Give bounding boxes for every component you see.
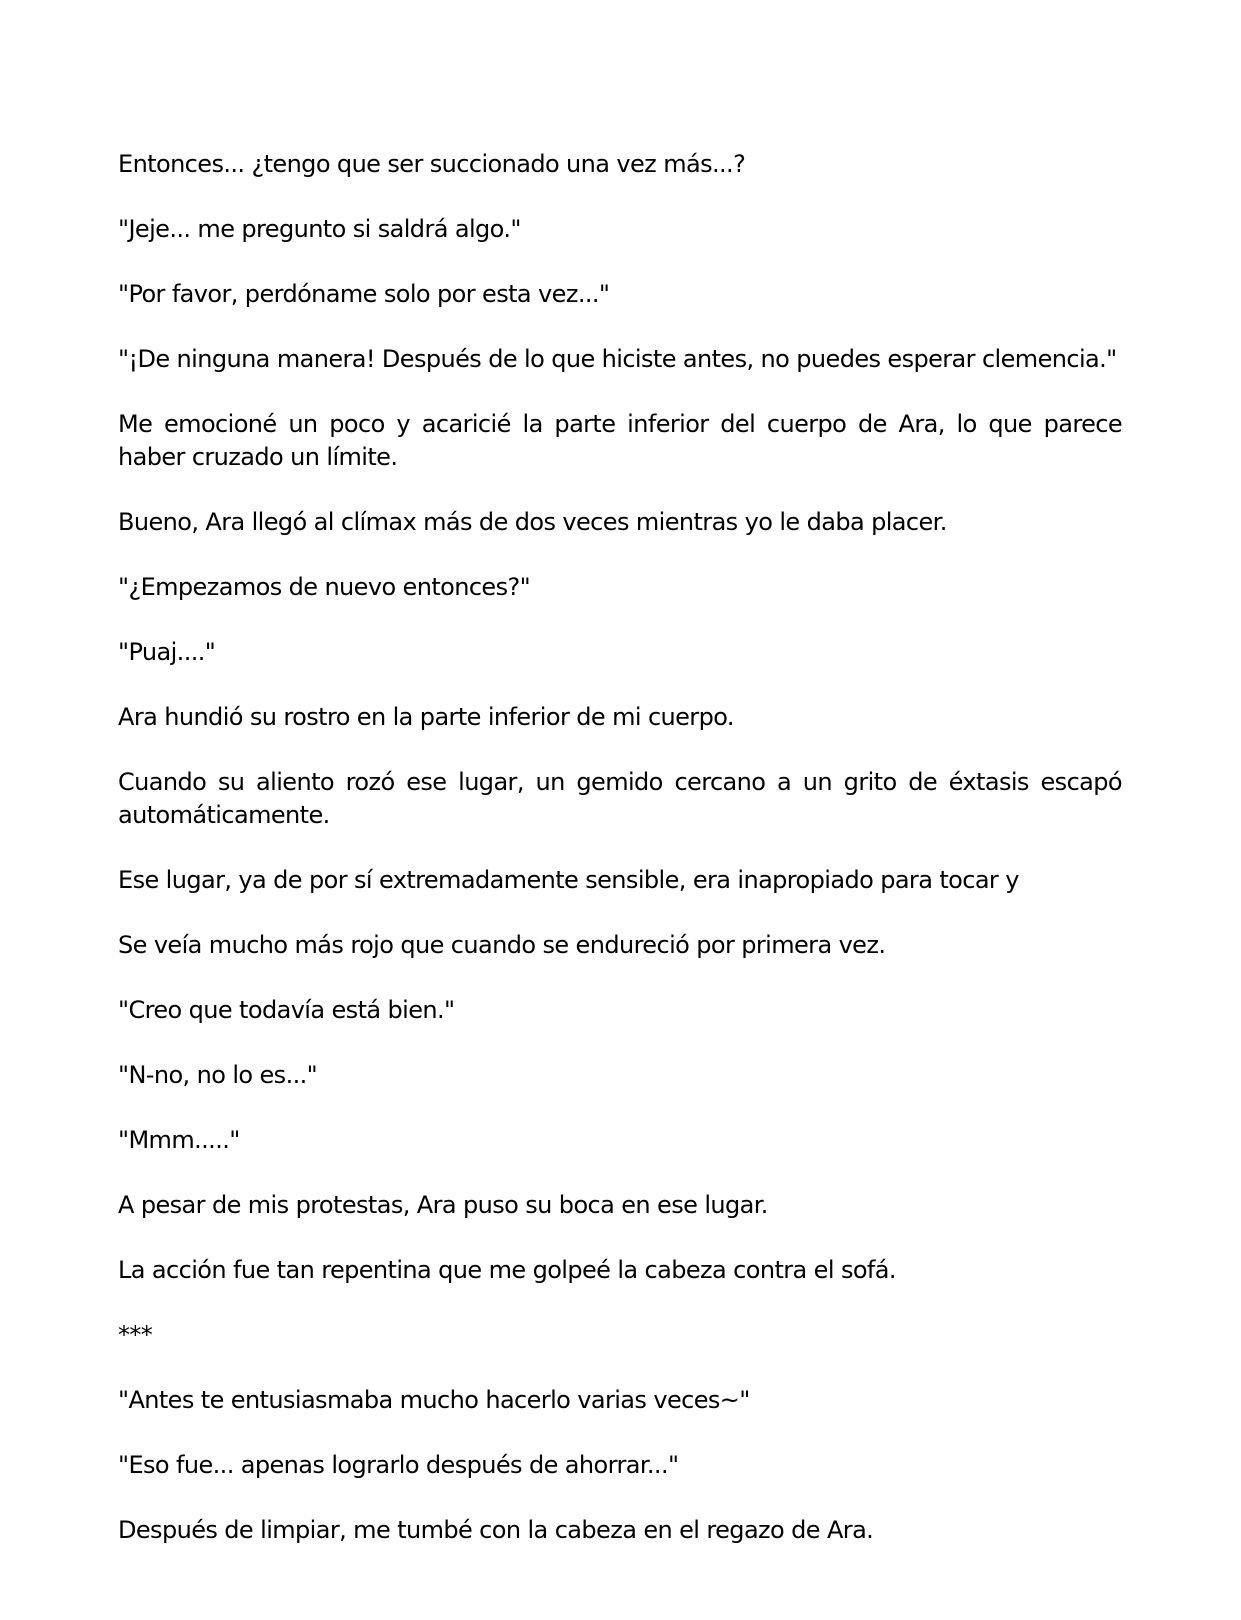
paragraph: "Antes te entusiasmaba mucho hacerlo varias veces~" bbox=[118, 1386, 750, 1414]
paragraph: Ara hundió su rostro en la parte inferior de mi cuerpo. bbox=[118, 703, 734, 731]
paragraph: "Puaj...." bbox=[118, 638, 216, 666]
section-break: *** bbox=[118, 1321, 153, 1349]
paragraph: A pesar de mis protestas, Ara puso su boca en ese lugar. bbox=[118, 1191, 768, 1219]
paragraph: Bueno, Ara llegó al clímax más de dos veces mientras yo le daba placer. bbox=[118, 508, 947, 536]
paragraph: Después de limpiar, me tumbé con la cabeza en el regazo de Ara. bbox=[118, 1516, 874, 1544]
document-page bbox=[118, 148, 1122, 1579]
paragraph: "Creo que todavía está bien." bbox=[118, 996, 455, 1024]
paragraph: "N-no, no lo es..." bbox=[118, 1061, 318, 1089]
paragraph: "Jeje... me pregunto si saldrá algo." bbox=[118, 215, 521, 243]
paragraph: "¡De ninguna manera! Después de lo que hiciste antes, no puedes esperar clemencia." bbox=[118, 345, 1117, 373]
paragraph: "Eso fue... apenas lograrlo después de ahorrar..." bbox=[118, 1451, 679, 1479]
paragraph: Ese lugar, ya de por sí extremadamente sensible, era inapropiado para tocar y bbox=[118, 866, 1019, 894]
paragraph: Se veía mucho más rojo que cuando se endureció por primera vez. bbox=[118, 931, 886, 959]
paragraph: Me emocioné un poco y acaricié la parte inferior del cuerpo de Ara, lo que parece haber cruzado un límite. bbox=[118, 410, 1122, 471]
paragraph: La acción fue tan repentina que me golpeé la cabeza contra el sofá. bbox=[118, 1256, 896, 1284]
paragraph: "Por favor, perdóname solo por esta vez..." bbox=[118, 280, 610, 308]
paragraph: Entonces... ¿tengo que ser succionado una vez más...? bbox=[118, 150, 746, 178]
paragraph: Cuando su aliento rozó ese lugar, un gemido cercano a un grito de éxtasis escapó automáticamente. bbox=[118, 768, 1122, 829]
paragraph: "Mmm....." bbox=[118, 1126, 240, 1154]
paragraph: "¿Empezamos de nuevo entonces?" bbox=[118, 573, 531, 601]
